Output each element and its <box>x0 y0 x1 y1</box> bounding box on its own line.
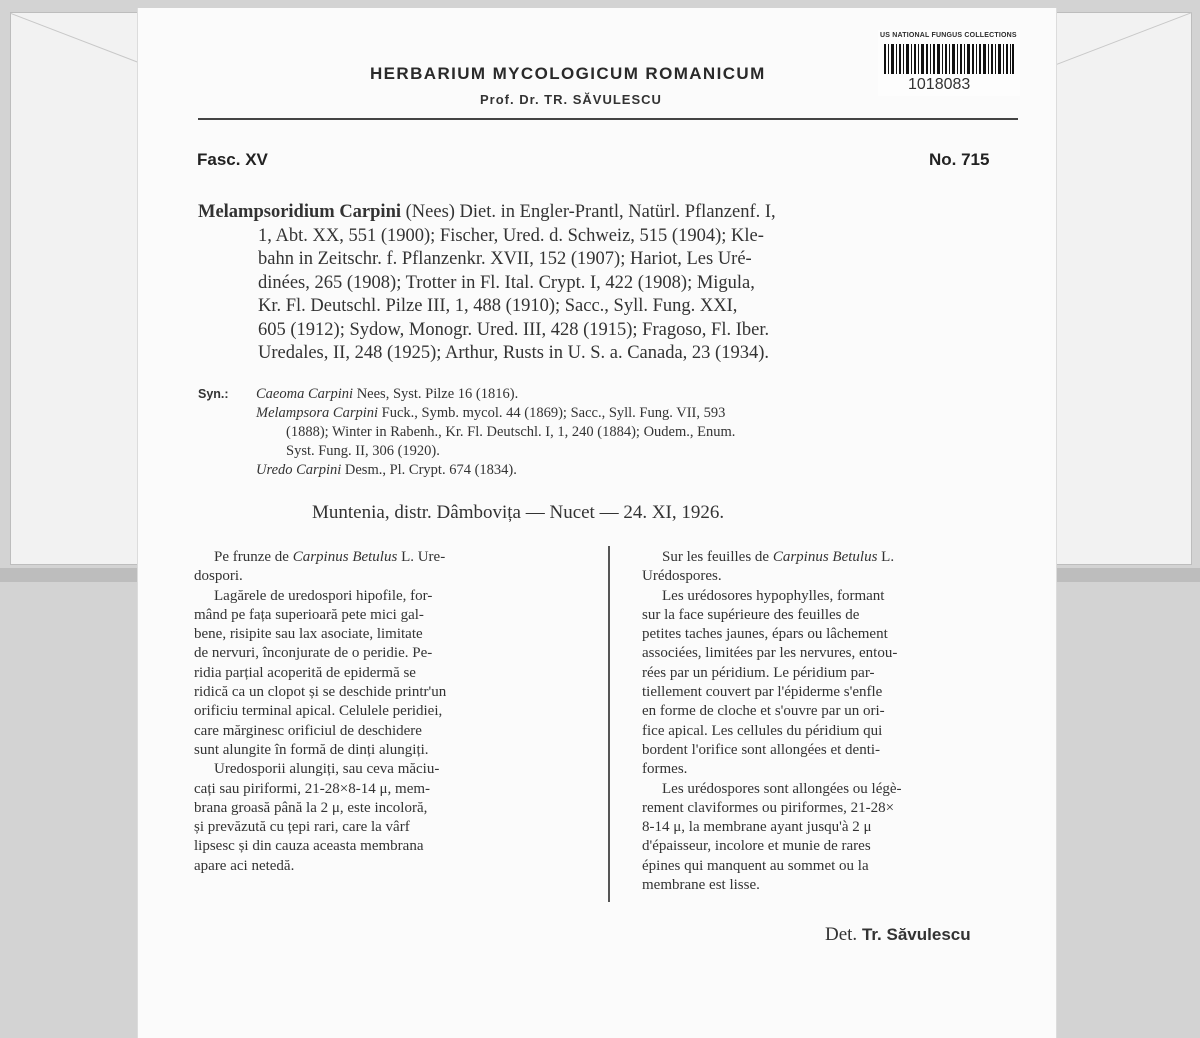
description-line: membrane est lisse. <box>642 877 760 894</box>
description-line: Les urédosores hypophylles, formant <box>662 587 885 604</box>
description-line: Lagărele de uredospori hipofile, for- <box>214 587 433 604</box>
description-line: 8-14 μ, la membrane ayant jusqu'à 2 μ <box>642 819 872 836</box>
synonym-citation: Nees, Syst. Pilze 16 (1816). <box>353 386 519 402</box>
description-line: Urédospores. <box>642 568 722 585</box>
determiner <box>825 924 971 946</box>
description-line: Les urédospores sont allongées ou légè- <box>662 780 902 797</box>
synonym-citation: Fuck., Symb. mycol. 44 (1869); Sacc., Syll. Fung. VII, 593 <box>378 405 726 421</box>
synonym-citation: (1888); Winter in Rabenh., Kr. Fl. Deutschl. I, 1, 240 (1884); Oudem., Enum. <box>286 424 736 440</box>
determiner-name: Tr. Săvulescu <box>861 925 971 944</box>
description-line: și prevăzută cu țepi rari, care la vârf <box>194 819 410 836</box>
description-line: dospori. <box>194 568 243 585</box>
description-line: bene, risipite sau lax asociate, limitate <box>194 626 423 643</box>
description-line: sur la face supérieure des feuilles de <box>642 606 860 623</box>
synonym-citation: Syst. Fung. II, 306 (1920). <box>286 443 440 459</box>
host-name: Carpinus Betulus <box>772 549 878 565</box>
reference-line: dinées, 265 (1908); Trotter in Fl. Ital. Crypt. I, 422 (1908); Migula, <box>258 272 755 293</box>
column-divider <box>608 546 610 902</box>
header-rule <box>198 118 1018 120</box>
description-line: associées, limitées par les nervures, entou- <box>642 645 898 662</box>
taxon-name: Melampsoridium Carpini <box>198 202 401 222</box>
barcode-icon <box>884 44 1014 74</box>
reference-line: (Nees) Diet. in Engler-Prantl, Natürl. Pflanzenf. I, <box>401 202 776 222</box>
host-name: Carpinus Betulus <box>292 549 398 565</box>
description-line: brana groasă până la 2 μ, este incoloră, <box>194 799 428 816</box>
synonym-name: Uredo Carpini <box>256 462 342 478</box>
herbarium-title: HERBARIUM MYCOLOGICUM ROMANICUM <box>370 64 766 83</box>
synonym-name: Melampsora Carpini <box>256 405 379 421</box>
reference-line: 605 (1912); Sydow, Monogr. Ured. III, 428 (1915); Fragoso, Fl. Iber. <box>258 319 770 340</box>
description-line: sunt alungite în formă de dinți alungiți. <box>194 741 429 758</box>
reference-line: Kr. Fl. Deutschl. Pilze III, 1, 488 (1910); Sacc., Syll. Fung. XXI, <box>258 296 738 316</box>
barcode-caption: US NATIONAL FUNGUS COLLECTIONS <box>880 32 1017 39</box>
description-text: Pe frunze de <box>214 549 293 565</box>
description-text: Sur les feuilles de <box>662 549 773 565</box>
description-line: rées par un péridium. Le péridium par- <box>642 664 875 681</box>
description-line: mând pe fața superioară pete mici gal- <box>194 606 424 623</box>
description-french <box>642 548 1050 895</box>
reference-line: Uredales, II, 248 (1925); Arthur, Rusts in U. S. a. Canada, 23 (1934). <box>258 343 770 363</box>
synonyms-label: Syn.: <box>198 387 229 401</box>
description-line: fice apical. Les cellules du péridium qui <box>642 722 883 739</box>
barcode-number: 1018083 <box>908 76 971 93</box>
description-line: care mărginesc orificiul de deschidere <box>194 722 422 739</box>
determiner-prefix: Det. <box>825 924 862 945</box>
description-text: L. Ure- <box>397 549 446 565</box>
description-line: bordent l'orifice sont allongées et denti- <box>642 741 881 758</box>
synonym-name: Caeoma Carpini <box>256 386 354 402</box>
herbarium-curator: Prof. Dr. TR. SĂVULESCU <box>480 92 662 107</box>
description-romanian <box>194 548 602 876</box>
synonym-citation: Desm., Pl. Crypt. 674 (1834). <box>341 462 517 478</box>
collection-locality: Muntenia, distr. Dâmbovița — Nucet — 24. XI, 1926. <box>312 502 725 523</box>
description-line: tiellement couvert par l'épiderme s'enfle <box>642 684 883 701</box>
description-line: formes. <box>642 761 688 778</box>
description-line: en forme de cloche et s'ouvre par un ori- <box>642 703 885 720</box>
description-line: ridia parțial acoperită de epidermă se <box>194 664 416 681</box>
nomenclature-reference <box>198 201 1028 366</box>
fascicle-label: Fasc. XV <box>197 150 268 169</box>
reference-line: 1, Abt. XX, 551 (1900); Fischer, Ured. d. Schweiz, 515 (1904); Kle- <box>258 225 764 246</box>
description-line: lipsesc și din cauza aceasta membrana <box>194 838 424 855</box>
description-line: rement claviformes ou piriformes, 21-28× <box>642 799 895 816</box>
description-line: apare aci netedă. <box>194 857 295 874</box>
exsiccata-number: No. 715 <box>929 150 990 169</box>
reference-line: bahn in Zeitschr. f. Pflanzenkr. XVII, 152 (1907); Hariot, Les Uré- <box>258 249 752 269</box>
description-line: Uredosporii alungiți, sau ceva măciu- <box>214 761 440 778</box>
description-line: épines qui manquent au sommet ou la <box>642 857 869 874</box>
description-text: L. <box>877 549 895 565</box>
description-line: ridică ca un clopot și se deschide printr'un <box>194 684 447 701</box>
synonyms-block <box>198 385 1028 480</box>
description-line: petites taches jaunes, épars ou lâchement <box>642 626 888 643</box>
description-line: orificiu terminal apical. Celulele peridiei, <box>194 703 443 720</box>
description-line: d'épaisseur, incolore et munie de rares <box>642 838 871 855</box>
description-line: cați sau piriformi, 21-28×8-14 μ, mem- <box>194 780 431 797</box>
barcode-label <box>878 30 1020 96</box>
description-line: de nervuri, înconjurate de o peridie. Pe- <box>194 645 433 662</box>
